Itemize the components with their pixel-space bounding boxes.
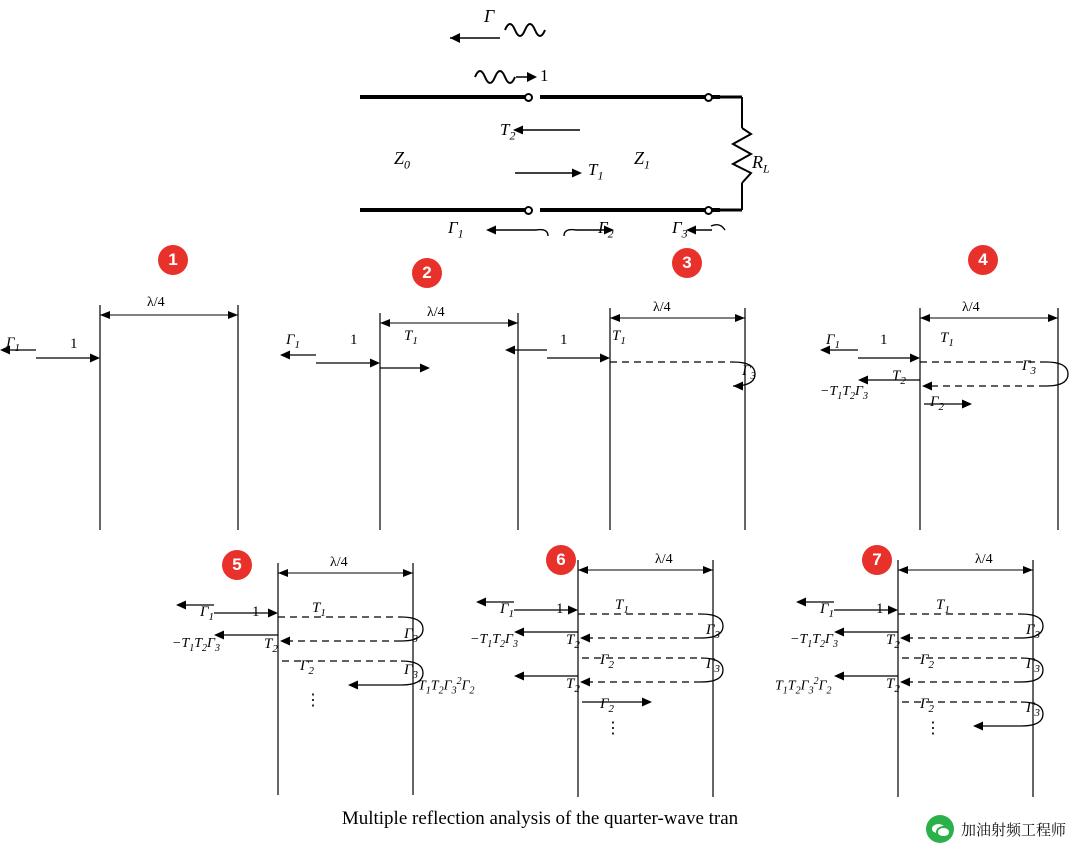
panel-1 [0, 295, 280, 545]
panel3-t1: $T_1$ [612, 328, 626, 347]
panel6-gamma3-b: $\Gamma_3$ [706, 656, 721, 675]
panel3-lambda: λ/4 [653, 300, 671, 315]
node-bottom-right [704, 206, 713, 215]
panel2-t1: $T_1$ [404, 328, 418, 347]
panel5-vdots: ⋮ [305, 692, 321, 709]
label-z1: $Z_1$ [634, 148, 651, 172]
panel7-gamma2-a: $\Gamma_2$ [920, 652, 935, 671]
panel4-t1: $T_1$ [940, 330, 954, 349]
panel7-t2-b: $T_2$ [886, 676, 900, 695]
panel-badge-6: 6 [546, 545, 576, 575]
panel4-t2: $T_2$ [892, 368, 906, 387]
panel7-gamma1: $\Gamma_1$ [820, 601, 835, 620]
top-line-left [360, 95, 525, 99]
label-z0: $Z_0$ [394, 148, 411, 172]
panel5-term-neg: $-T_1T_2\Gamma_3$ [172, 636, 220, 654]
panel4-term-neg: $-T_1T_2\Gamma_3$ [820, 384, 868, 402]
panel6-gamma1: $\Gamma_1$ [500, 601, 515, 620]
wechat-icon [926, 815, 954, 843]
label-gamma3-top: $\Gamma_3$ [672, 218, 688, 241]
panel-3 [505, 300, 805, 545]
panel7-vdots: ⋮ [925, 720, 941, 737]
panel5-one: 1 [252, 604, 260, 620]
label-t2-top: $T_2$ [500, 120, 516, 143]
panel6-term-neg: $-T_1T_2\Gamma_3$ [470, 632, 518, 650]
watermark [926, 815, 1066, 843]
panel6-vdots: ⋮ [605, 720, 621, 737]
panel-badge-3: 3 [672, 248, 702, 278]
panel-7 [790, 552, 1080, 807]
panel5-lambda: λ/4 [330, 555, 348, 570]
node-top [524, 93, 533, 102]
label-incident-one: 1 [540, 66, 549, 85]
panel-badge-7: 7 [862, 545, 892, 575]
panel6-t2-a: $T_2$ [566, 632, 580, 651]
panel-badge-4: 4 [968, 245, 998, 275]
panel7-lambda: λ/4 [975, 552, 993, 567]
panel5-gamma2: $\Gamma_2$ [300, 658, 315, 677]
panel7-one: 1 [876, 601, 884, 617]
panel4-lambda: λ/4 [962, 300, 980, 315]
node-bottom [524, 206, 533, 215]
panel7-term-pos: $T_1T_2\Gamma_3^2\Gamma_2$ [775, 676, 832, 697]
panel7-gamma3-c: $\Gamma_3$ [1026, 700, 1041, 719]
panel7-gamma3-b: $\Gamma_3$ [1026, 656, 1041, 675]
panel2-lambda: λ/4 [427, 305, 445, 320]
panel5-gamma3-b: $\Gamma_3$ [404, 662, 419, 681]
panel6-one: 1 [556, 601, 564, 617]
panel6-lambda: λ/4 [655, 552, 673, 567]
bottom-line-right [540, 208, 720, 212]
watermark-text: 加油射频工程师 [960, 821, 1066, 839]
panel4-one: 1 [880, 332, 888, 348]
panel6-gamma2-b: $\Gamma_2$ [600, 696, 615, 715]
panel-6 [470, 552, 760, 807]
panel7-t1: $T_1$ [936, 597, 950, 616]
panel3-one: 1 [560, 332, 568, 348]
panel7-t2-a: $T_2$ [886, 632, 900, 651]
panel5-gamma1: $\Gamma_1$ [200, 604, 215, 623]
figure-caption: Multiple reflection analysis of the quarter-wave tran [341, 808, 739, 829]
panel1-lambda: λ/4 [147, 295, 165, 310]
panel5-t2: $T_2$ [264, 636, 278, 655]
panel-badge-5: 5 [222, 550, 252, 580]
label-rl: $R_L$ [752, 152, 770, 176]
panel4-gamma3: $\Gamma_3$ [1022, 358, 1037, 377]
panel6-term-pos: $T_1T_2\Gamma_3^2\Gamma_2$ [418, 676, 475, 697]
panel7-gamma2-b: $\Gamma_2$ [920, 696, 935, 715]
panel7-gamma3-a: $\Gamma_3$ [1026, 622, 1041, 641]
top-line-right [540, 95, 720, 99]
label-t1-top: $T_1$ [588, 160, 604, 183]
panel6-t1: $T_1$ [615, 597, 629, 616]
panel4-gamma2: $\Gamma_2$ [930, 394, 945, 413]
label-gamma: Γ [484, 6, 495, 26]
incident-wave-arrow [475, 71, 537, 83]
panel6-gamma2-a: $\Gamma_2$ [600, 652, 615, 671]
panel1-gamma1: $\Gamma_1$ [6, 335, 21, 354]
panel-badge-1: 1 [158, 245, 188, 275]
bottom-line-left [360, 208, 525, 212]
gamma-wave-arrow [450, 24, 545, 43]
panel5-t1: $T_1$ [312, 600, 326, 619]
panel6-gamma3-a: $\Gamma_3$ [706, 622, 721, 641]
label-gamma2-top: $\Gamma_2$ [598, 218, 614, 241]
panel3-gamma3: $\Gamma_3$ [742, 363, 757, 382]
panel2-one: 1 [350, 332, 358, 348]
panel2-gamma1: $\Gamma_1$ [286, 332, 301, 351]
panel4-gamma1: $\Gamma_1$ [826, 332, 841, 351]
label-gamma1-top: $\Gamma_1$ [448, 218, 464, 241]
panel1-one: 1 [70, 336, 78, 352]
panel5-gamma3-a: $\Gamma_3$ [404, 626, 419, 645]
panel7-term-neg: $-T_1T_2\Gamma_3$ [790, 632, 838, 650]
gamma-arrows [440, 218, 750, 258]
node-top-right [704, 93, 713, 102]
panel-badge-2: 2 [412, 258, 442, 288]
panel6-t2-b: $T_2$ [566, 676, 580, 695]
